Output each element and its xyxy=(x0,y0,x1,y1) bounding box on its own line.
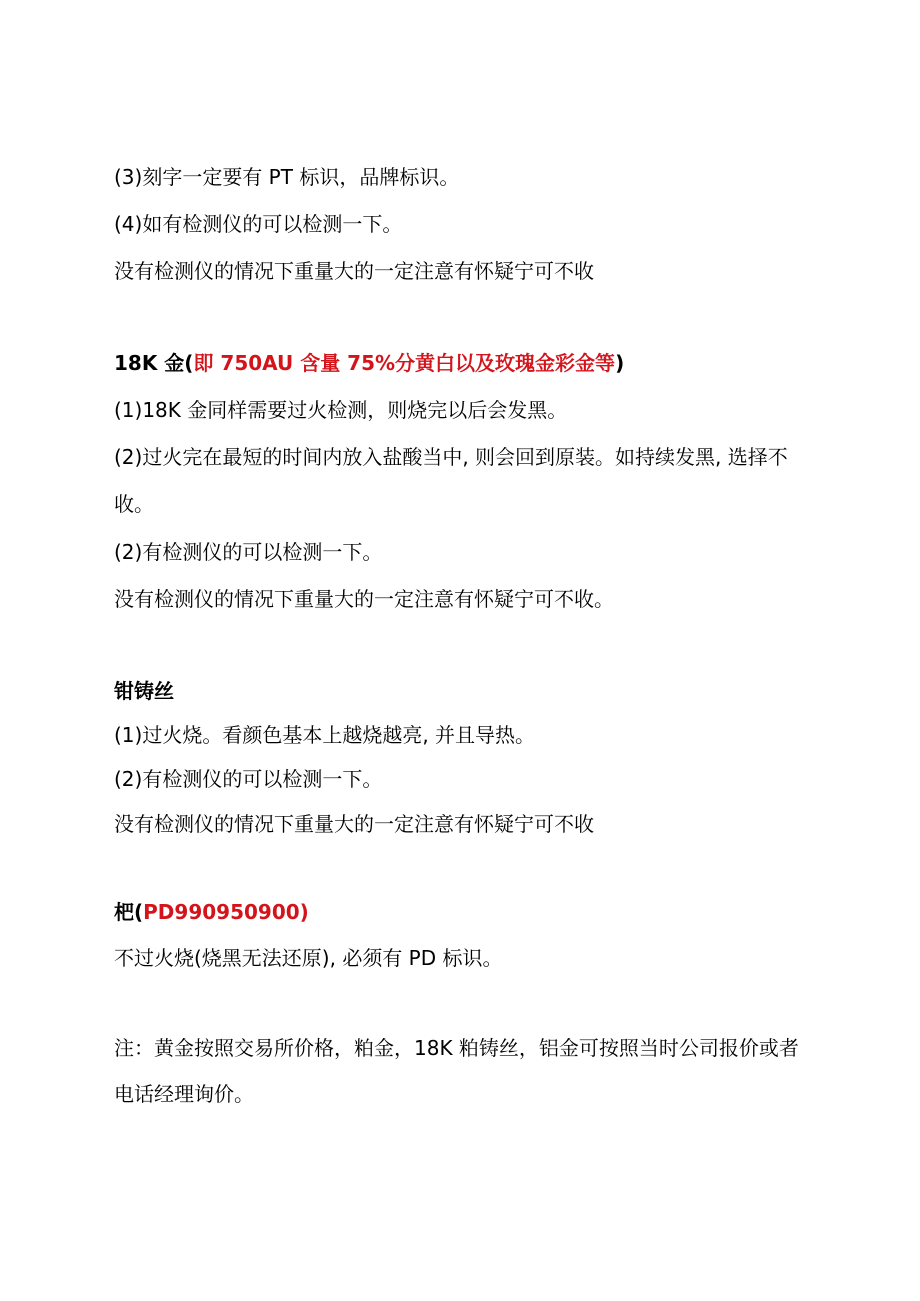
18k-item-3: (2)有检测仪的可以检测一下。 xyxy=(114,540,383,564)
section-18k-heading xyxy=(114,349,624,377)
heading-paren-open: ( xyxy=(184,351,194,375)
heading-pd-paren-open: ( xyxy=(134,900,144,924)
18k-note: 没有检测仪的情况下重量大的一定注意有怀疑宁可不收。 xyxy=(114,587,614,611)
wire-item-1: (1)过火烧。看颜色基本上越烧越亮, 并且导热。 xyxy=(114,723,536,747)
heading-18k-detail: 即 750AU 含量 75%分黄白以及玫瑰金彩金等 xyxy=(193,351,616,375)
pd-item-1: 不过火烧(烧黑无法还原), 必须有 PD 标识。 xyxy=(114,946,503,970)
heading-paren-close: ) xyxy=(615,351,625,375)
pt-note: 没有检测仪的情况下重量大的一定注意有怀疑宁可不收 xyxy=(114,259,594,283)
wire-note: 没有检测仪的情况下重量大的一定注意有怀疑宁可不收 xyxy=(114,812,594,836)
footer-note-line-1: 注：黄金按照交易所价格，粕金，18K 粕铸丝，铝金可按照当时公司报价或者 xyxy=(114,1036,799,1060)
wire-item-2: (2)有检测仪的可以检测一下。 xyxy=(114,767,383,791)
18k-item-2-line-b: 收。 xyxy=(114,492,154,516)
heading-18k-label: 18K 金 xyxy=(114,351,185,375)
section-pd-heading xyxy=(114,898,309,926)
heading-pd-code: PD990950900) xyxy=(143,900,309,924)
footer-note-line-2: 电话经理询价。 xyxy=(114,1082,254,1106)
pt-item-4: (4)如有检测仪的可以检测一下。 xyxy=(114,212,403,236)
section-wire-heading: 钳铸丝 xyxy=(114,679,174,703)
18k-item-2-line-a: (2)过火完在最短的时间内放入盐酸当中, 则会回到原装。如持续发黑, 选择不 xyxy=(114,445,788,469)
heading-pd-label: 杷 xyxy=(114,900,134,924)
18k-item-1: (1)18K 金同样需要过火检测，则烧完以后会发黑。 xyxy=(114,398,568,422)
pt-item-3: (3)刻字一定要有 PT 标识，品牌标识。 xyxy=(114,165,460,189)
